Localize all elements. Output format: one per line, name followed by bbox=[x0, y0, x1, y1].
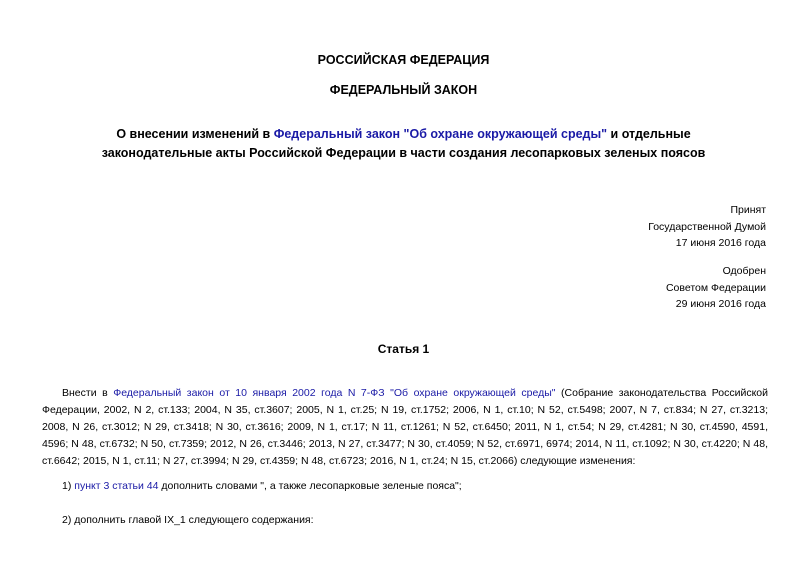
title-law-link[interactable]: Федеральный закон "Об охране окружающей среды" bbox=[273, 127, 608, 141]
item1-suffix: дополнить словами ", а также лесопарковые зеленые пояса"; bbox=[158, 480, 462, 492]
doc-type-heading: ФЕДЕРАЛЬНЫЙ ЗАКОН bbox=[329, 83, 478, 97]
approved-body: Советом Федерации bbox=[665, 281, 766, 294]
article-intro-paragraph bbox=[42, 385, 768, 470]
list-item bbox=[62, 478, 462, 494]
country-heading: РОССИЙСКАЯ ФЕДЕРАЦИЯ bbox=[317, 53, 490, 67]
item1-article-link[interactable]: пункт 3 статьи 44 bbox=[74, 480, 159, 492]
approved-block bbox=[666, 263, 766, 313]
item1-prefix: 1) bbox=[62, 480, 75, 492]
adopted-block bbox=[648, 202, 766, 252]
title-suffix: и отдельные законодательные акты Российской Федерации в части создания лесопарковых зеленых поясов bbox=[101, 127, 706, 160]
list-item: 2) дополнить главой IX_1 следующего содержания: bbox=[62, 514, 314, 526]
intro-suffix: (Собрание законодательства Российской Федерации, 2002, N 2, ст.133; 2004, N 35, ст.3607; 2005, N 1, ст.25; N 19, ст.1752; 2006, N 1, ст.10; N 52, ст.5498; 2007, N 7, ст.834; N 27, ст.3213; 2008, N 26, ст.3012; N 29, ст.3418; N 30, ст.3616; 2009, N 1, ст.17; N 11, ст.1261; N 52, ст.6450; 2011, N 1, ст.54; N 29, ст.4281; N 30, ст.4590, 4591, 4596; N 48, ст.6732; N 50, ст.7359; 2012, N 26, ст.3446; 2013, N 27, ст.3477; N 30, ст.4059; N 52, ст.6971, 6974; 2014, N 11, ст.1092; N 30, ст.4220; N 48, ст.6642; 2015, N 1, ст.11; N 27, ст.3994; N 29, ст.4359; N 48, ст.6723; 2016, N 1, ст.24; N 15, ст.2066) следующие изменения: bbox=[42, 387, 768, 467]
title-prefix: О внесении изменений в bbox=[116, 127, 274, 141]
adopted-date: 17 июня 2016 года bbox=[675, 237, 766, 249]
intro-prefix: Внести в bbox=[62, 387, 114, 399]
intro-law-link[interactable]: Федеральный закон от 10 января 2002 года N 7-ФЗ "Об охране окружающей среды" bbox=[113, 387, 556, 399]
article-heading: Статья 1 bbox=[377, 342, 430, 356]
approved-label: Одобрен bbox=[722, 265, 766, 277]
law-title bbox=[60, 125, 747, 163]
adopted-label: Принят bbox=[730, 204, 766, 216]
approved-date: 29 июня 2016 года bbox=[675, 298, 766, 310]
adopted-body: Государственной Думой bbox=[648, 220, 766, 233]
